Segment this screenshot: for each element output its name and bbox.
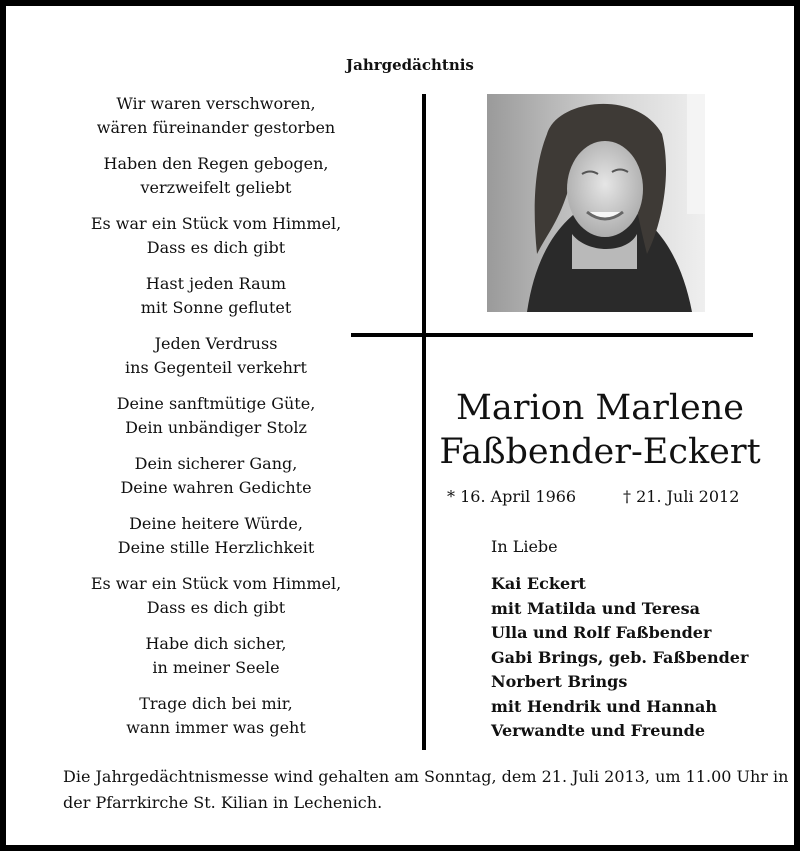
poem-stanza (66, 452, 366, 500)
mass-announcement-line1: Die Jahrgedächtnismesse wind gehalten am Sonntag, dem 21. Juli 2013, um 11.00 Uhr in (63, 767, 789, 786)
mourner-name: Gabi Brings, geb. Faßbender (491, 647, 749, 667)
mourner-name: Verwandte und Freunde (491, 721, 705, 740)
poem-stanza (66, 152, 366, 200)
poem-line: Dass es dich gibt (146, 598, 286, 617)
poem-line: Deine stille Herzlichkeit (117, 538, 315, 557)
poem-line: ins Gegenteil verkehrt (125, 358, 307, 377)
poem-line: Dein unbändiger Stolz (125, 418, 307, 437)
cross-horizontal-bar (351, 333, 753, 337)
poem-line: Deine heitere Würde, (129, 514, 303, 533)
mourner-name: mit Matilda und Teresa (491, 598, 700, 618)
poem-line: wären füreinander gestorben (96, 118, 336, 137)
poem-line: Deine wahren Gedichte (120, 478, 312, 497)
notice-heading: Jahrgedächtnis (346, 56, 474, 74)
poem-line: Es war ein Stück vom Himmel, (90, 214, 342, 233)
poem-line: Dein sicherer Gang, (134, 454, 298, 473)
poem-stanza (66, 92, 366, 140)
poem-line: Deine sanftmütige Güte, (116, 394, 316, 413)
deceased-name (430, 386, 770, 474)
poem-stanza (66, 332, 366, 380)
mourner-name: mit Hendrik und Hannah (491, 696, 718, 716)
poem-stanza (66, 392, 366, 440)
mourners-list (491, 572, 748, 744)
poem-line: in meiner Seele (152, 658, 280, 677)
poem-line: Wir waren verschworen, (116, 94, 316, 113)
cross-vertical-bar (422, 94, 426, 750)
poem-stanza (66, 212, 366, 260)
mourners-intro: In Liebe (491, 537, 558, 556)
mourner-name: Ulla und Rolf Faßbender (491, 623, 712, 642)
portrait-photo (487, 94, 705, 312)
poem-line: wann immer was geht (126, 718, 306, 737)
mourner-name: Norbert Brings (491, 672, 628, 691)
portrait-photo-image (487, 94, 705, 312)
poem-line: mit Sonne geflutet (140, 298, 292, 317)
poem-line: Habe dich sicher, (145, 634, 287, 653)
death-date: † 21. Juli 2012 (623, 487, 740, 506)
poem-line: Jeden Verdruss (154, 334, 278, 353)
poem-stanza (66, 272, 366, 320)
poem-line: Hast jeden Raum (145, 274, 287, 293)
poem-stanza (66, 632, 366, 680)
poem-stanza (66, 692, 366, 740)
poem-line: Es war ein Stück vom Himmel, (90, 574, 342, 593)
poem-line: Trage dich bei mir, (139, 694, 293, 713)
poem (66, 92, 366, 752)
birth-date: * 16. April 1966 (447, 487, 577, 506)
poem-line: Dass es dich gibt (146, 238, 286, 257)
poem-stanza (66, 572, 366, 620)
poem-line: Haben den Regen gebogen, (103, 154, 329, 173)
poem-stanza (66, 512, 366, 560)
poem-line: verzweifelt geliebt (140, 178, 292, 197)
deceased-name-line2: Faßbender-Eckert (439, 432, 761, 472)
mourner-name: Kai Eckert (491, 574, 586, 593)
mass-announcement (63, 764, 789, 816)
deceased-name-line1: Marion Marlene (456, 388, 744, 428)
mass-announcement-line2: der Pfarrkirche St. Kilian in Lechenich. (63, 793, 383, 812)
